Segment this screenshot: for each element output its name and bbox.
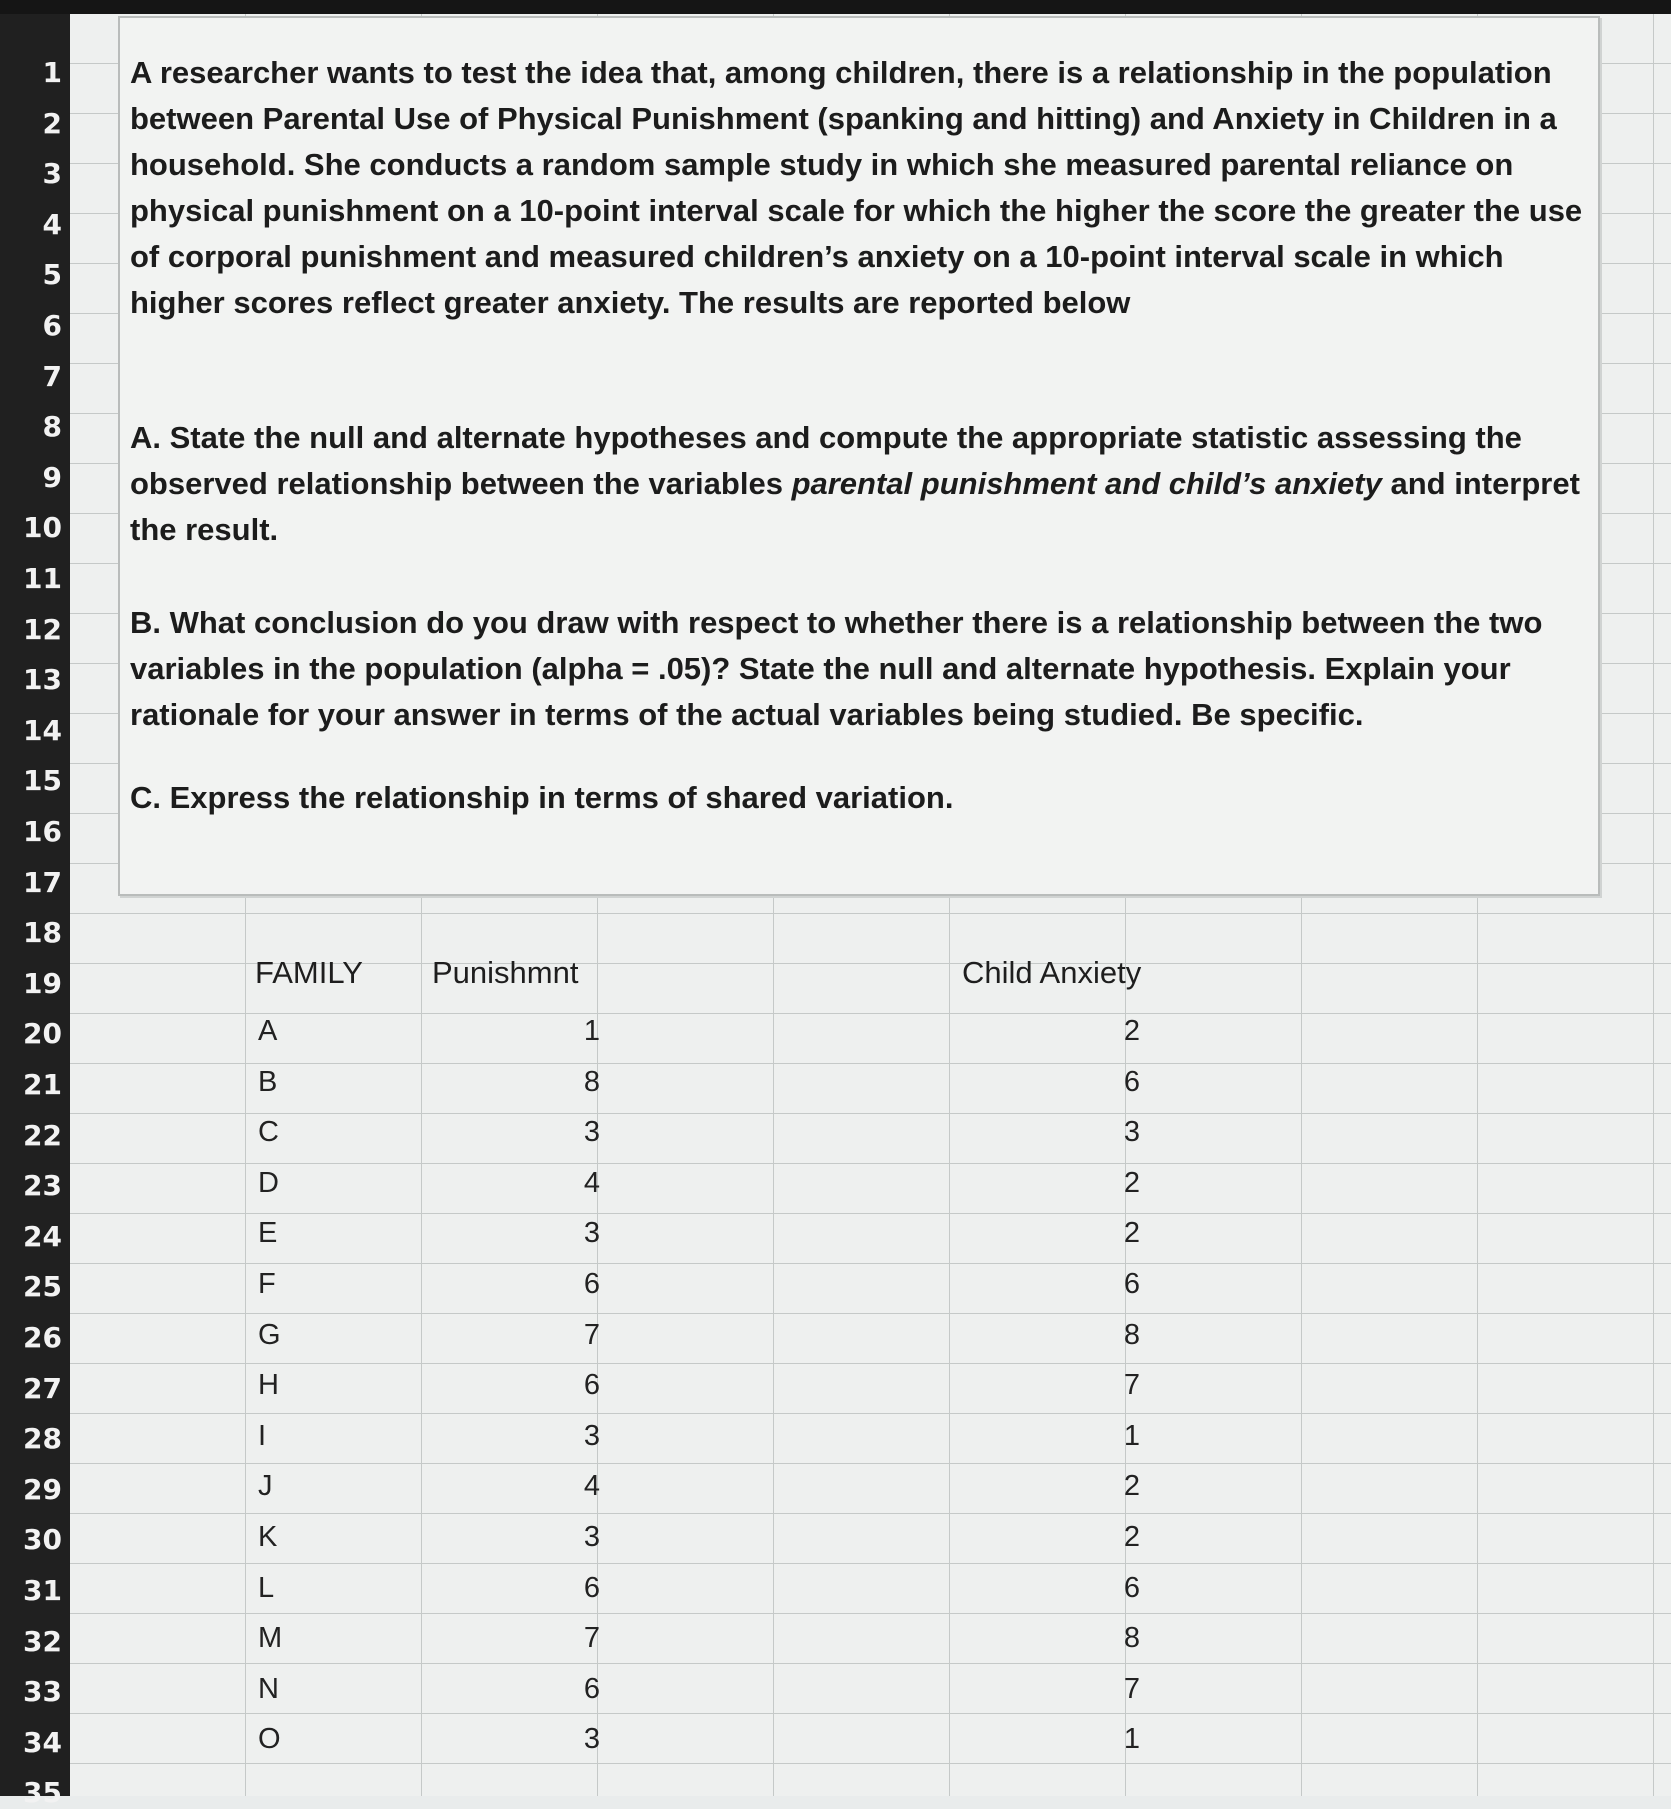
- question-a-variables: parental punishment and child’s anxiety: [791, 466, 1382, 501]
- row-number[interactable]: 1: [42, 56, 62, 89]
- cell-anxiety[interactable]: 3: [1123, 1116, 1140, 1149]
- cell-anxiety[interactable]: 2: [1123, 1166, 1140, 1199]
- row-number[interactable]: 29: [23, 1472, 62, 1506]
- cell-anxiety[interactable]: 8: [1123, 1318, 1140, 1351]
- row-number[interactable]: 17: [23, 865, 62, 899]
- row-number[interactable]: 33: [23, 1675, 62, 1709]
- row-number[interactable]: 13: [23, 663, 62, 697]
- question-a-text-2: and interpret the result.: [130, 466, 1580, 547]
- cell-anxiety[interactable]: 2: [1123, 1015, 1140, 1047]
- row-number[interactable]: 35: [23, 1776, 62, 1809]
- cell-anxiety[interactable]: 6: [1123, 1571, 1140, 1604]
- cell-family[interactable]: O: [258, 1723, 281, 1756]
- cell-punishment[interactable]: 3: [583, 1116, 600, 1149]
- cell-anxiety[interactable]: 1: [1123, 1723, 1140, 1756]
- cell-punishment[interactable]: 3: [583, 1419, 600, 1452]
- cell-anxiety[interactable]: 6: [1123, 1268, 1140, 1300]
- row-number[interactable]: 9: [42, 460, 62, 494]
- cell-family[interactable]: K: [258, 1521, 278, 1553]
- row-number[interactable]: 24: [23, 1219, 62, 1253]
- row-number[interactable]: 18: [23, 916, 62, 950]
- cell-punishment[interactable]: 8: [583, 1065, 600, 1098]
- cell-anxiety[interactable]: 7: [1123, 1369, 1140, 1402]
- cell-punishment[interactable]: 4: [583, 1166, 600, 1199]
- problem-intro: A researcher wants to test the idea that, among children, there is a relationship in the population between Parental Use of Physical Punishment (spanking and hitting) and Anxiety in Children in a household. She conducts a random sample study in which she measured parental reliance on physical punishment on a 10-point interval scale for which the higher the score the greater the use of corporal punishment and measured children’s anxiety on a 10-point interval scale in which higher scores reflect greater anxiety. The results are reported below: [130, 55, 1583, 320]
- row-number[interactable]: 21: [23, 1068, 62, 1101]
- row-number[interactable]: 14: [23, 713, 62, 747]
- row-number[interactable]: 5: [42, 258, 62, 292]
- cell-family[interactable]: F: [258, 1268, 276, 1300]
- row-number[interactable]: 32: [23, 1624, 62, 1658]
- row-number[interactable]: 15: [23, 764, 62, 798]
- cell-anxiety[interactable]: 2: [1123, 1470, 1140, 1503]
- cell-anxiety[interactable]: 6: [1123, 1065, 1140, 1098]
- cell-family[interactable]: B: [258, 1065, 278, 1098]
- row-number[interactable]: 26: [23, 1321, 62, 1354]
- row-number[interactable]: 12: [23, 612, 62, 646]
- row-header-column: [0, 14, 70, 1809]
- row-number[interactable]: 25: [23, 1270, 62, 1304]
- cell-punishment[interactable]: 6: [583, 1369, 600, 1402]
- row-number[interactable]: 20: [23, 1017, 62, 1051]
- row-number[interactable]: 30: [23, 1523, 62, 1557]
- cell-family[interactable]: L: [258, 1571, 275, 1604]
- window-top-bar: [0, 0, 1671, 14]
- cell-family[interactable]: C: [258, 1116, 279, 1149]
- question-a: [130, 415, 1585, 553]
- cell-anxiety[interactable]: 2: [1123, 1521, 1140, 1553]
- cell-anxiety[interactable]: 8: [1123, 1622, 1140, 1655]
- cell-punishment[interactable]: 3: [583, 1521, 600, 1553]
- row-number[interactable]: 27: [23, 1371, 62, 1405]
- row-number[interactable]: 22: [23, 1118, 62, 1152]
- row-number[interactable]: 23: [23, 1169, 62, 1203]
- row-number[interactable]: 8: [42, 410, 62, 444]
- row-number[interactable]: 19: [23, 966, 62, 1000]
- row-number[interactable]: 4: [42, 207, 62, 241]
- row-number[interactable]: 34: [23, 1725, 62, 1759]
- cell-family[interactable]: I: [258, 1419, 267, 1452]
- cell-family[interactable]: J: [258, 1470, 273, 1503]
- cell-punishment[interactable]: 6: [583, 1672, 600, 1705]
- cell-punishment[interactable]: 6: [583, 1571, 600, 1604]
- question-a-text-1: A. State the null and alternate hypotheses and compute the appropriate statistic assessing the observed relationship between the variables: [130, 420, 1522, 501]
- header-family[interactable]: FAMILY: [255, 955, 363, 990]
- cell-family[interactable]: N: [258, 1672, 279, 1705]
- row-number[interactable]: 31: [23, 1574, 62, 1607]
- cell-anxiety[interactable]: 1: [1123, 1419, 1140, 1452]
- cell-punishment[interactable]: 7: [583, 1622, 600, 1655]
- row-number[interactable]: 2: [42, 106, 62, 140]
- row-number[interactable]: 6: [42, 309, 62, 342]
- row-number[interactable]: 10: [23, 511, 62, 545]
- cell-punishment[interactable]: 7: [583, 1318, 600, 1351]
- row-number[interactable]: 16: [23, 815, 62, 848]
- cell-anxiety[interactable]: 2: [1123, 1217, 1140, 1250]
- cell-family[interactable]: D: [258, 1166, 279, 1199]
- cell-punishment[interactable]: 3: [583, 1723, 600, 1756]
- cell-punishment[interactable]: 4: [583, 1470, 600, 1503]
- row-number[interactable]: 3: [42, 157, 62, 191]
- cell-punishment[interactable]: 3: [583, 1217, 600, 1250]
- question-b: B. What conclusion do you draw with respect to whether there is a relationship between the two variables in the population (alpha = .05)? State the null and alternate hypothesis. Explain your rationale for your answer in terms of the actual variables being studied. Be specific.: [130, 605, 1543, 732]
- question-c: C. Express the relationship in terms of shared variation.: [130, 780, 954, 815]
- header-punishment[interactable]: Punishmnt: [432, 955, 579, 990]
- row-number[interactable]: 7: [42, 359, 62, 393]
- cell-family[interactable]: M: [258, 1622, 283, 1655]
- cell-punishment[interactable]: 1: [583, 1015, 600, 1047]
- header-child-anxiety[interactable]: Child Anxiety: [962, 955, 1142, 990]
- row-number[interactable]: 11: [23, 562, 62, 595]
- row-number[interactable]: 28: [23, 1422, 62, 1456]
- cell-punishment[interactable]: 6: [583, 1268, 600, 1300]
- cell-family[interactable]: G: [258, 1318, 281, 1351]
- cell-family[interactable]: H: [258, 1369, 279, 1402]
- cell-anxiety[interactable]: 7: [1123, 1672, 1140, 1705]
- cell-family[interactable]: A: [258, 1015, 278, 1047]
- cell-family[interactable]: E: [258, 1217, 278, 1250]
